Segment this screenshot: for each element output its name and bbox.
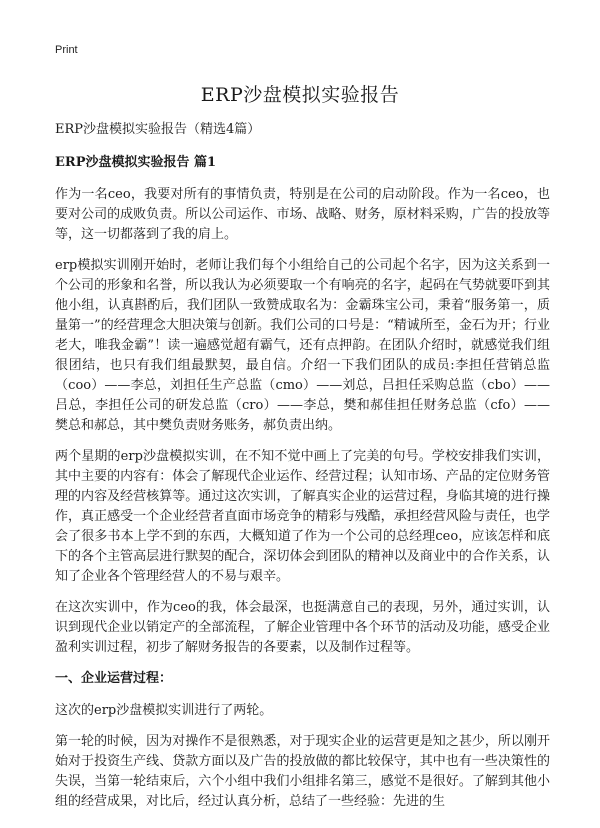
paragraph: 两个星期的erp沙盘模拟实训，在不知不觉中画上了完美的句号。学校安排我们实训，其中主要的内容有：体会了解现代企业运作、经营过程；认知市场、产品的定位财务管理的内容及经营核算等。通过这次实训，了解真实企业的运营过程，身临其境的进行操作，真正感受一个企业经营者直面市场竞争的精彩与残酷，承担经营风险与责任，也学会了很多书本上学不到的东西，大概知道了作为一个公司的总经理ceo，应该怎样和底下的各个主管高层进行默契的配合，深切体会到团队的精神以及商业中的合作关系，认知了企业各个管理经营人的不易与艰辛。 <box>55 449 550 584</box>
paragraph: 作为一名ceo，我要对所有的事情负责，特别是在公司的启动阶段。作为一名ceo，也要对公司的成败负责。所以公司运作、市场、战略、财务，原材料采购，广告的投放等等，这一切都落到了我的肩上。 <box>55 187 550 242</box>
section-heading-1: ERP沙盘模拟实验报告 篇1 <box>55 155 217 170</box>
document-body <box>55 120 550 823</box>
paragraph: 在这次实训中，作为ceo的我，体会最深，也挺满意自己的表现，另外，通过实训，认识到现代企业以销定产的全部流程，了解企业管理中各个环节的活动及功能，感受企业盈利实训过程，初步了解财务报告的各要素，以及制作过程等。 <box>55 600 550 655</box>
paragraph: 这次的erp沙盘模拟实训进行了两轮。 <box>55 703 273 718</box>
print-link[interactable]: Print <box>55 44 78 56</box>
document-title: ERP沙盘模拟实验报告 <box>200 84 400 106</box>
document-subtitle: ERP沙盘模拟实验报告（精选4篇） <box>55 122 261 137</box>
paragraph: erp模拟实训刚开始时，老师让我们每个小组给自己的公司起个名字，因为这关系到一个公司的形象和名誉，所以我认为必须要取一个有响亮的名字，起码在气势就要吓到其他小组，认真斟酌后，我们团队一致赞成取名为：金霸珠宝公司，秉着“服务第一，质量第一”的经营理念大胆决策与创新。我们公司的口号是：“精诚所至，金石为开；行业老大，唯我金霸”！读一遍感觉超有霸气，还有点押韵。在团队介绍时，就感觉我们组很团结，也只有我们组最默契，最自信。介绍一下我们团队的成员:李担任营销总监（coo）——李总，刘担任生产总监（cmo）——刘总，吕担任采购总监（cbo）——吕总，李担任公司的研发总监（cro）——李总，樊和郝佳担任财务总监（cfo）——樊总和郝总，其中樊负责财务账务，郝负责出纳。 <box>55 258 550 433</box>
paragraph: 第一轮的时候，因为对操作不是很熟悉，对于现实企业的运营更是知之甚少，所以刚开始对于投资生产线、贷款方面以及广告的投放做的都比较保守，其中也有一些决策性的失误，当第一轮结束后，六个小组中我们小组排名第三，感觉不是很好。了解到其他小组的经营成果，对比后，经过认真分析，总结了一些经验：先进的生 <box>55 734 550 809</box>
section-heading-2: 一、企业运营过程： <box>55 671 173 686</box>
